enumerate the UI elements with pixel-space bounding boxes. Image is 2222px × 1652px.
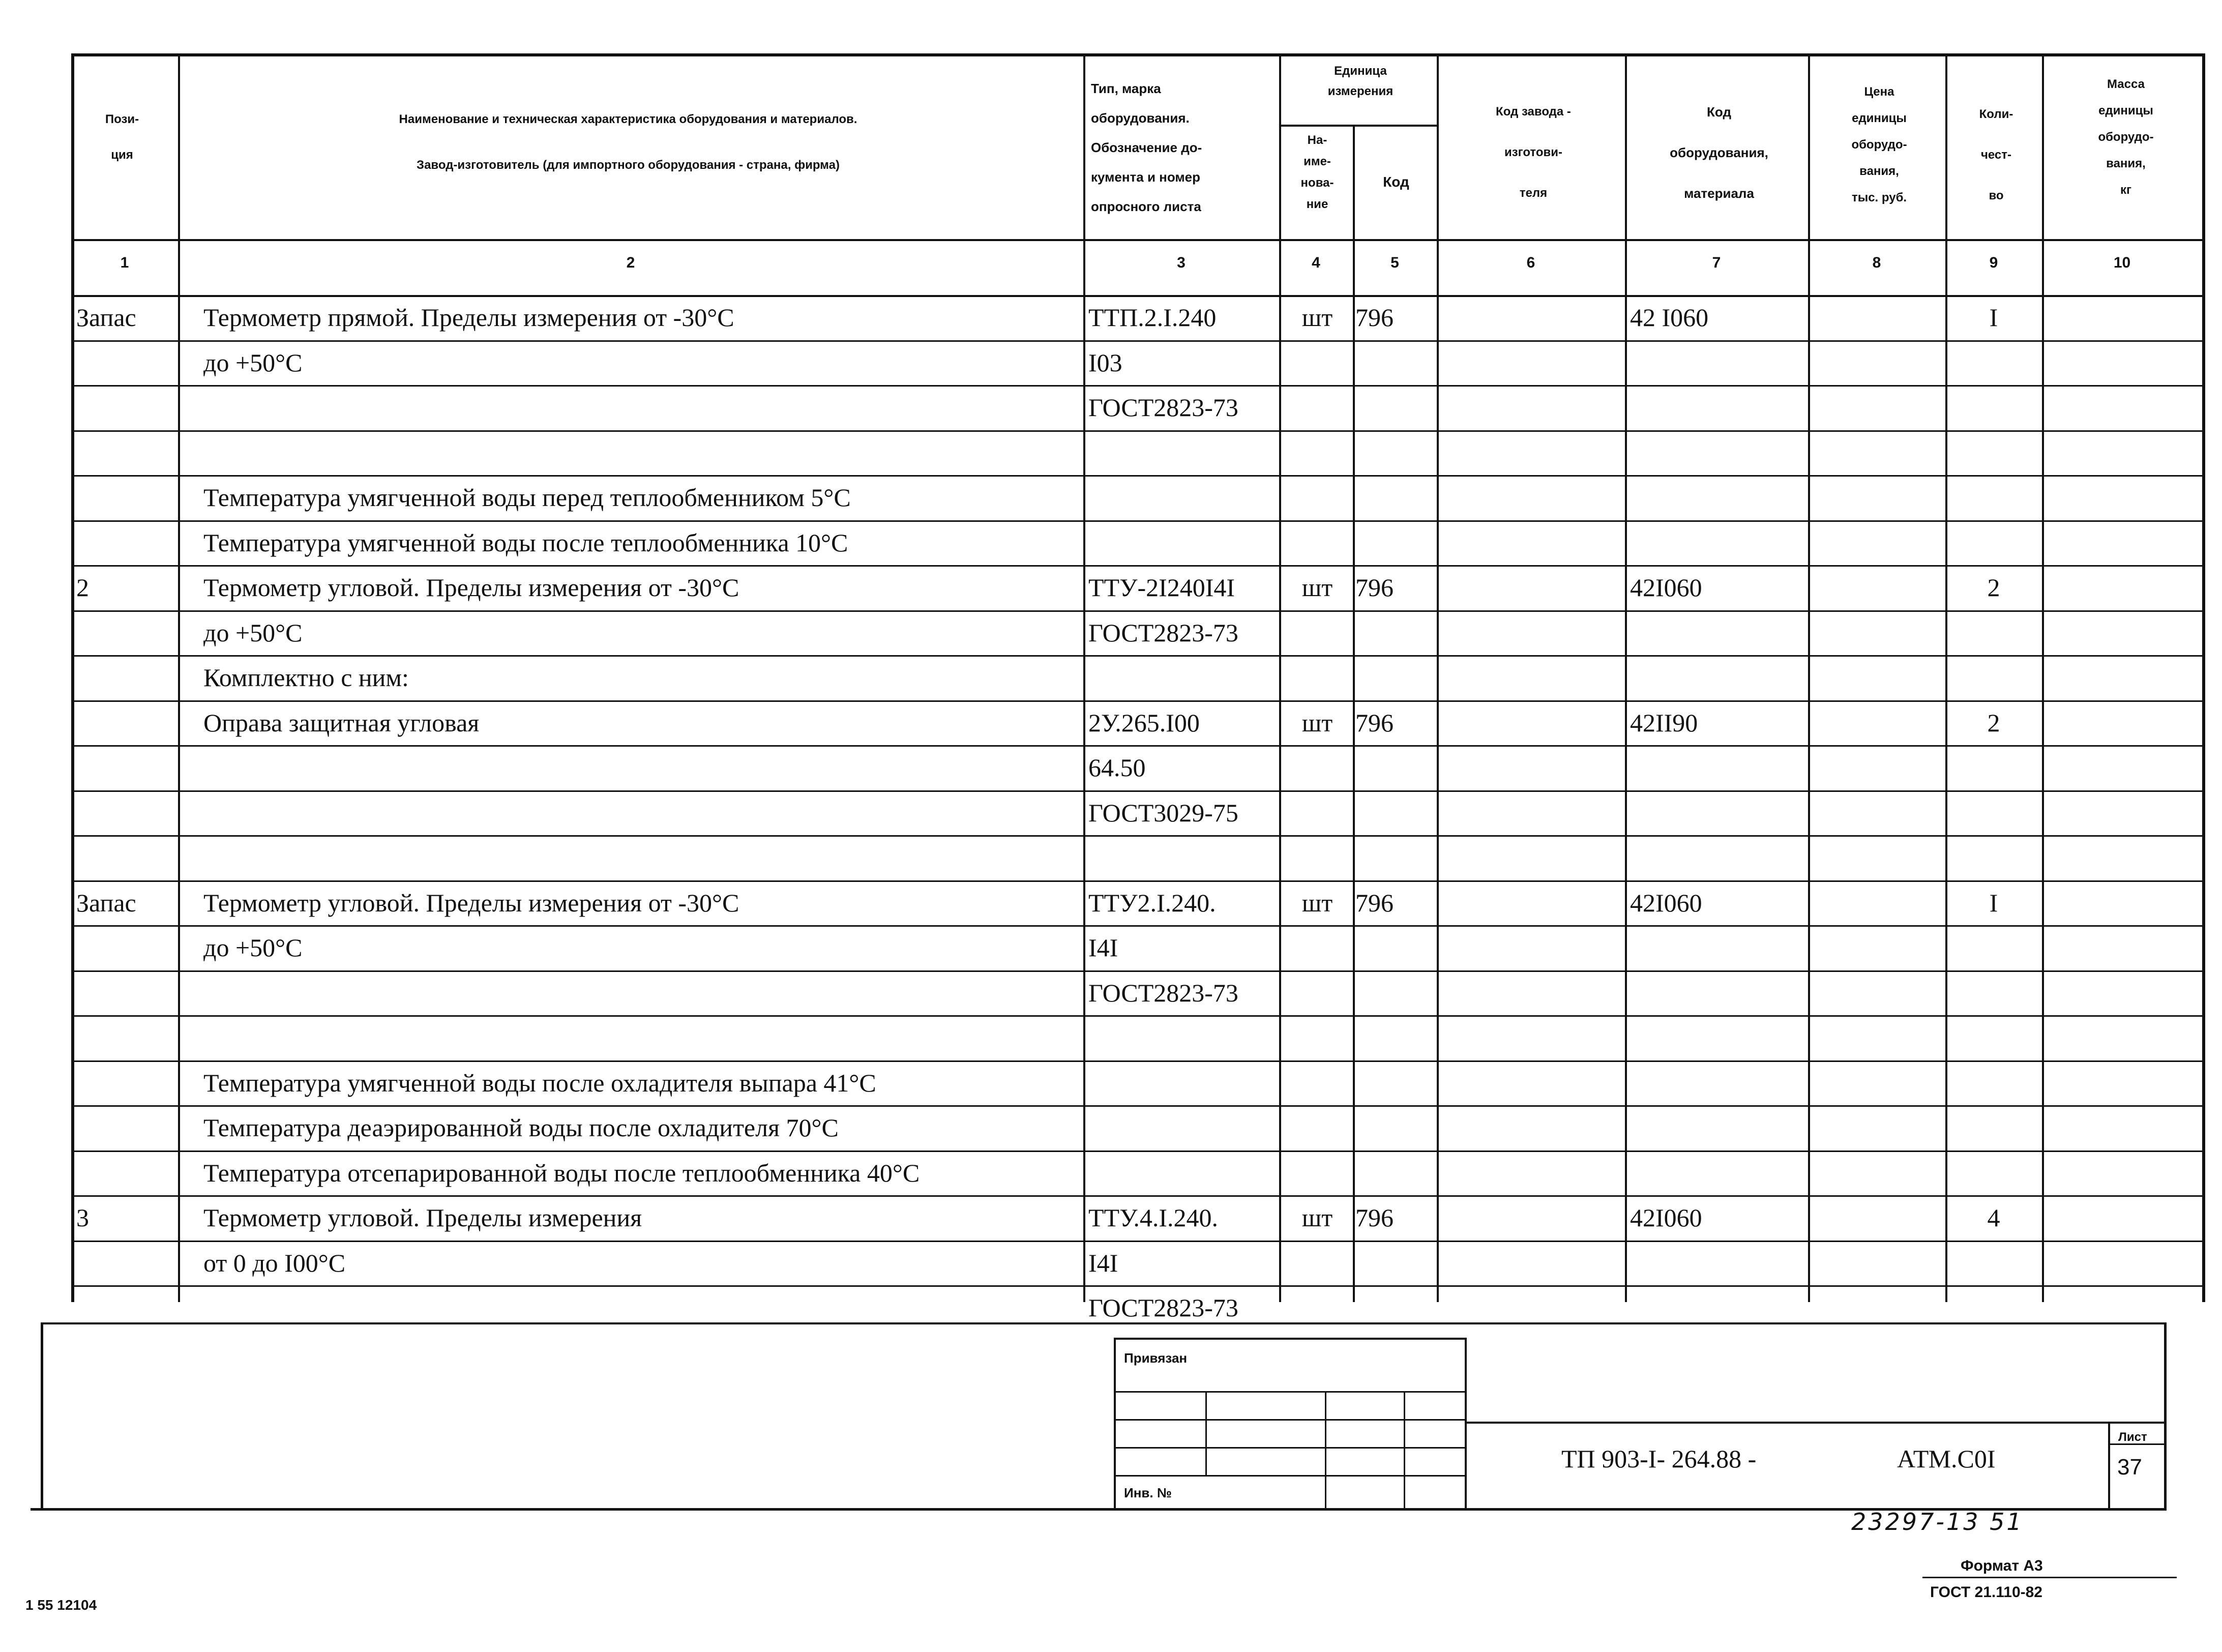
cell-name: Термометр прямой. Пределы измерения от -30°С: [203, 303, 734, 332]
cell-name: Термометр угловой. Пределы измерения от -30°С: [203, 888, 739, 917]
grid-line: [71, 430, 2202, 432]
cell-unit-code: 796: [1355, 303, 1394, 332]
cell-unit: шт: [1301, 888, 1333, 917]
header-unit-code: Код: [1383, 174, 1409, 190]
grid-line: [1922, 1577, 2177, 1578]
cell-mat-code: 42II90: [1630, 708, 1698, 737]
cell-pos: Запас: [76, 888, 136, 917]
grid-line: [2202, 53, 2205, 1302]
grid-line: [71, 745, 2202, 747]
header-type: Тип, марка оборудования. Обозначение до- кумента и номер опросного листа: [1091, 81, 1202, 214]
grid-line: [71, 925, 2202, 927]
cell-name: Оправа защитная угловая: [203, 708, 480, 737]
grid-line: [71, 610, 2202, 612]
grid-line: [71, 520, 2202, 522]
grid-line: [2042, 53, 2044, 1302]
header-material-code: Код оборудования, материала: [1670, 104, 1768, 201]
grid-line: [71, 1150, 2202, 1152]
grid-line: [71, 565, 2202, 567]
column-number: 1: [120, 254, 129, 271]
cell-unit: шт: [1301, 1203, 1333, 1232]
grid-line: [1808, 53, 1810, 1302]
cell-type: ТТУ.4.I.240.: [1088, 1203, 1218, 1232]
document-code: ТП 903-I- 264.88 -: [1561, 1444, 1757, 1473]
header-position: Пози- ция: [105, 112, 139, 162]
column-number: 6: [1526, 254, 1535, 271]
grid-line: [1114, 1447, 1465, 1449]
grid-line: [1279, 53, 1281, 1302]
cell-type: I4I: [1088, 1248, 1118, 1277]
cell-pos: Запас: [76, 303, 136, 332]
header-name-line2: Завод-изготовитель (для импортного оборудования - страна, фирма): [417, 158, 840, 172]
cell-type: I4I: [1088, 933, 1118, 962]
cell-qty: 4: [1987, 1203, 2000, 1232]
cell-pos: 3: [76, 1203, 89, 1232]
cell-qty: 2: [1987, 573, 2000, 602]
column-number: 4: [1312, 254, 1320, 271]
cell-qty: I: [1989, 303, 1998, 332]
column-number: 8: [1872, 254, 1881, 271]
cell-name: Термометр угловой. Пределы измерения от -30°С: [203, 573, 739, 602]
header-name-line1: Наименование и техническая характеристика оборудования и материалов.: [399, 112, 857, 126]
cell-name: Комплектно с ним:: [203, 663, 409, 692]
sheet-number: 37: [2117, 1455, 2142, 1480]
grid-line: [1404, 1391, 1405, 1508]
header-mass: Масса единицы оборудо- вания, кг: [2098, 77, 2154, 197]
cell-name: Температура умягченной воды после теплообменника 10°С: [203, 528, 848, 557]
column-number: 7: [1712, 254, 1721, 271]
grid-line: [71, 295, 2202, 297]
grid-line: [71, 340, 2202, 342]
cell-pos: 2: [76, 573, 89, 602]
grid-line: [1353, 125, 1355, 1302]
grid-line: [31, 1508, 2167, 1511]
grid-line: [1205, 1391, 1207, 1475]
cell-name: Температура деаэрированной воды после охладителя 70°С: [203, 1113, 839, 1142]
header-unit-name: На- име- нова- ние: [1300, 133, 1334, 211]
grid-line: [1625, 53, 1627, 1302]
cell-type: ГОСТ2823-73: [1088, 618, 1238, 647]
stamp-privyazan: Привязан: [1124, 1350, 1188, 1366]
grid-line: [1945, 53, 1947, 1302]
grid-line: [1279, 125, 1437, 127]
handwritten-number: 23297-13 51: [1851, 1508, 2024, 1536]
cell-mat-code: 42I060: [1630, 573, 1702, 602]
cell-name: до +50°С: [203, 618, 303, 647]
cell-mat-code: 42 I060: [1630, 303, 1709, 332]
cell-type: 2У.265.I00: [1088, 708, 1200, 737]
cell-mat-code: 42I060: [1630, 888, 1702, 917]
header-maker-code: Код завода - изготови- теля: [1496, 105, 1571, 200]
grid-line: [2108, 1422, 2110, 1508]
cell-unit-code: 796: [1355, 573, 1394, 602]
cell-unit: шт: [1301, 573, 1333, 602]
cell-name: Температура умягченной воды после охладителя выпара 41°С: [203, 1068, 876, 1097]
cell-name: Температура умягченной воды перед теплообменником 5°С: [203, 483, 851, 512]
grid-line: [71, 1285, 2202, 1287]
cell-name: от 0 до I00°С: [203, 1248, 346, 1277]
cell-unit: шт: [1301, 708, 1333, 737]
column-number: 5: [1390, 254, 1399, 271]
cell-type: ГОСТ3029-75: [1088, 798, 1238, 827]
column-number: 3: [1177, 254, 1186, 271]
cell-type: ТТП.2.I.240: [1088, 303, 1217, 332]
grid-line: [71, 239, 2202, 241]
grid-line: [71, 835, 2202, 837]
cell-unit-code: 796: [1355, 1203, 1394, 1232]
cell-type: ГОСТ2823-73: [1088, 1293, 1238, 1322]
grid-line: [71, 1060, 2202, 1062]
grid-line: [71, 1241, 2202, 1242]
cell-qty: I: [1989, 888, 1998, 917]
format-label: Формат А3: [1961, 1557, 2043, 1574]
grid-line: [71, 53, 2202, 56]
cell-type: I03: [1088, 348, 1122, 377]
grid-line: [1437, 53, 1439, 1302]
grid-line: [1114, 1338, 1465, 1340]
cell-qty: 2: [1987, 708, 2000, 737]
grid-line: [1114, 1338, 1116, 1508]
document-suffix: АТМ.С0I: [1897, 1444, 1996, 1473]
cell-type: ГОСТ2823-73: [1088, 978, 1238, 1007]
grid-line: [2164, 1322, 2167, 1508]
grid-line: [1465, 1422, 2164, 1424]
grid-line: [71, 655, 2202, 657]
cell-type: ТТУ-2I240I4I: [1088, 573, 1235, 602]
cell-type: ГОСТ2823-73: [1088, 393, 1238, 422]
grid-line: [1114, 1419, 1465, 1421]
cell-unit-code: 796: [1355, 888, 1394, 917]
grid-line: [1083, 53, 1085, 1302]
grid-line: [71, 970, 2202, 972]
grid-line: [71, 1105, 2202, 1107]
column-number: 2: [626, 254, 635, 271]
grid-line: [71, 790, 2202, 792]
cell-name: Температура отсепарированной воды после теплообменника 40°С: [203, 1158, 920, 1187]
cell-name: до +50°С: [203, 933, 303, 962]
stamp-inv: Инв. №: [1124, 1485, 1172, 1500]
grid-line: [71, 53, 74, 1302]
grid-line: [1325, 1391, 1326, 1508]
cell-unit: шт: [1301, 303, 1333, 332]
cell-name: до +50°С: [203, 348, 303, 377]
grid-line: [71, 475, 2202, 477]
grid-line: [71, 880, 2202, 882]
sheet-label: Лист: [2118, 1430, 2147, 1444]
cell-type: ТТУ2.I.240.: [1088, 888, 1216, 917]
grid-line: [71, 1195, 2202, 1197]
gost-label: ГОСТ 21.110-82: [1930, 1584, 2042, 1601]
cell-name: Термометр угловой. Пределы измерения: [203, 1203, 642, 1232]
grid-line: [178, 53, 180, 1302]
grid-line: [71, 385, 2202, 387]
grid-line: [71, 700, 2202, 702]
cell-type: 64.50: [1088, 753, 1146, 782]
cell-mat-code: 42I060: [1630, 1203, 1702, 1232]
column-number: 9: [1989, 254, 1998, 271]
grid-line: [41, 1322, 43, 1508]
header-unit-group: Единица измерения: [1327, 64, 1394, 98]
grid-line: [71, 1015, 2202, 1017]
left-code: 1 55 12104: [25, 1597, 97, 1613]
cell-unit-code: 796: [1355, 708, 1394, 737]
grid-line: [1114, 1391, 1465, 1393]
header-price: Цена единицы оборудо- вания, тыс. руб.: [1851, 85, 1907, 204]
header-quantity: Коли- чест- во: [1979, 107, 2013, 202]
grid-line: [1114, 1475, 1465, 1477]
column-number: 10: [2113, 254, 2131, 271]
